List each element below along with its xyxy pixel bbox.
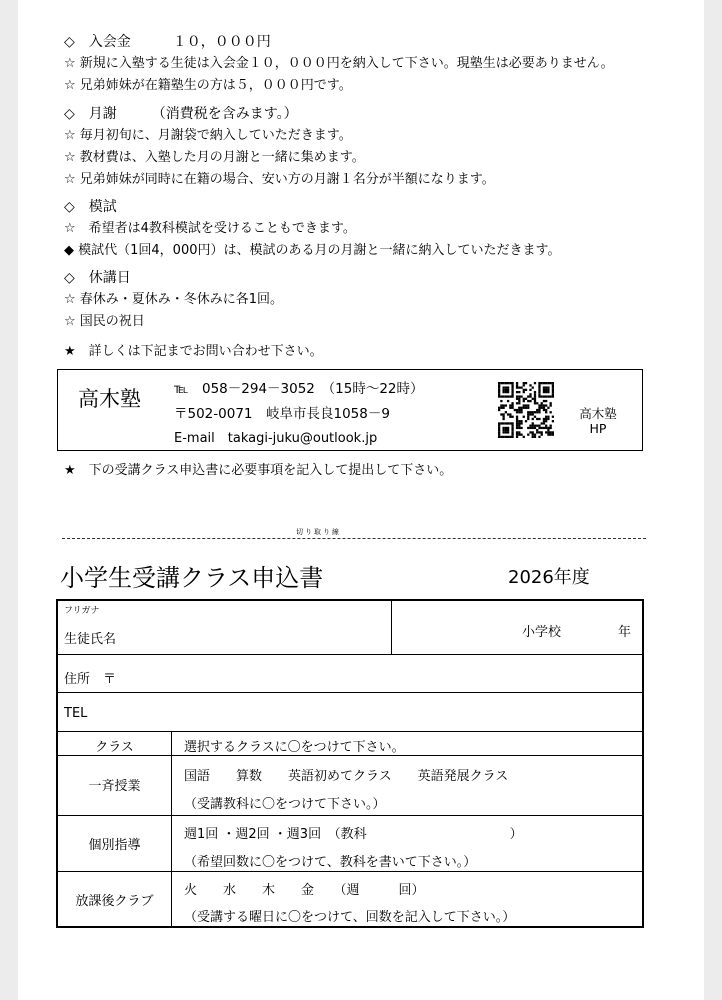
mock-exam-item: ◆ 模試代（1回4，000円）は、模試のある月の月謝と一緒に納入していただきます。 (64, 243, 561, 258)
individual-lesson-options[interactable]: 週1回 ・週2回 ・週3回 （教科 ） (184, 827, 523, 842)
row-divider (58, 731, 642, 732)
after-school-label: 放課後クラブ (75, 894, 154, 909)
individual-lesson-label: 個別指導 (88, 838, 141, 853)
qr-caption (573, 406, 623, 436)
monthly-fee-heading: ◇ 月謝 （消費税を含みます。） (64, 106, 298, 122)
left-margin (0, 0, 18, 1000)
group-lesson-options[interactable]: 国語 算数 英語初めてクラス 英語発展クラス (184, 769, 509, 784)
row-divider (58, 654, 642, 655)
group-lesson-note: （受講教科に〇をつけて下さい。） (184, 797, 386, 812)
mock-exam-item: ☆ 希望者は4教科模試を受けることもできます。 (64, 221, 356, 236)
class-instruction: 選択するクラスに〇をつけて下さい。 (184, 740, 405, 755)
application-form (56, 599, 644, 928)
school-name: 高木塾 (78, 387, 141, 411)
grade-label: 年 (618, 625, 632, 640)
address-field[interactable] (128, 659, 636, 689)
qr-caption-name: 高木塾 (579, 406, 617, 421)
class-label: クラス (95, 740, 134, 755)
monthly-fee-item: ☆ 兄弟姉妹が同時に在籍の場合、安い方の月謝１名分が半額になります。 (64, 172, 495, 187)
after-school-note: （受講する曜日に〇をつけて、回数を記入して下さい。） (184, 910, 516, 925)
col-divider (391, 601, 392, 654)
address-label: 住所 〒 (64, 672, 117, 687)
student-name-field[interactable] (66, 617, 386, 651)
furigana-label: フリガナ (64, 606, 100, 616)
monthly-fee-item: ☆ 教材費は、入塾した月の月謝と一緒に集めます。 (64, 150, 365, 165)
qr-caption-hp: HP (589, 421, 607, 436)
group-lesson-label: 一斉授業 (88, 779, 141, 794)
phone-number[interactable]: ℡ 058－294－3052 （15時～22時） (174, 381, 424, 397)
entrance-fee-heading: ◇ 入会金 １０，０００円 (64, 34, 271, 50)
form-title: 小学生受講クラス申込書 (60, 564, 324, 592)
entrance-fee-item: ☆ 新規に入塾する生徒は入会金１０，０００円を納入して下さい。現塾生は必要ありません。 (64, 56, 614, 71)
holiday-item: ☆ 国民の祝日 (64, 314, 145, 329)
monthly-fee-item: ☆ 毎月初旬に、月謝袋で納入していただきます。 (64, 128, 352, 143)
form-year: 2026年度 (508, 567, 590, 588)
postal-address: 〒502-0071 岐阜市長良1058－9 (174, 406, 390, 422)
col-divider (171, 731, 172, 926)
mock-exam-heading: ◇ 模試 (64, 199, 117, 215)
email-address[interactable]: E-mail takagi-juku@outlook.jp (174, 431, 378, 446)
holiday-heading: ◇ 休講日 (64, 270, 131, 286)
holiday-item: ☆ 春休み・夏休み・冬休みに各1回。 (64, 292, 284, 307)
student-name-label: 生徒氏名 (64, 632, 117, 647)
inquiry-note: ★ 詳しくは下記までお問い合わせ下さい。 (64, 344, 323, 359)
cut-line (62, 538, 646, 539)
individual-lesson-note: （希望回数に〇をつけて、教科を書いて下さい。） (184, 855, 477, 870)
row-divider (58, 871, 642, 872)
right-margin (704, 0, 722, 1000)
qr-code-icon[interactable] (498, 382, 554, 438)
school-label: 小学校 (522, 625, 562, 640)
submit-note: ★ 下の受講クラス申込書に必要事項を記入して提出して下さい。 (64, 463, 453, 478)
row-divider (58, 755, 642, 756)
row-divider (58, 815, 642, 816)
row-divider (58, 692, 642, 693)
cut-line-label: 切り取り線 (292, 527, 345, 537)
entrance-fee-item: ☆ 兄弟姉妹が在籍塾生の方は５，０００円です。 (64, 78, 352, 93)
school-grade-field[interactable] (396, 605, 636, 651)
contact-box (57, 369, 643, 451)
tel-label: TEL (64, 706, 88, 721)
after-school-options[interactable]: 火 水 木 金 （週 回） (184, 883, 425, 898)
tel-field[interactable] (98, 697, 636, 727)
